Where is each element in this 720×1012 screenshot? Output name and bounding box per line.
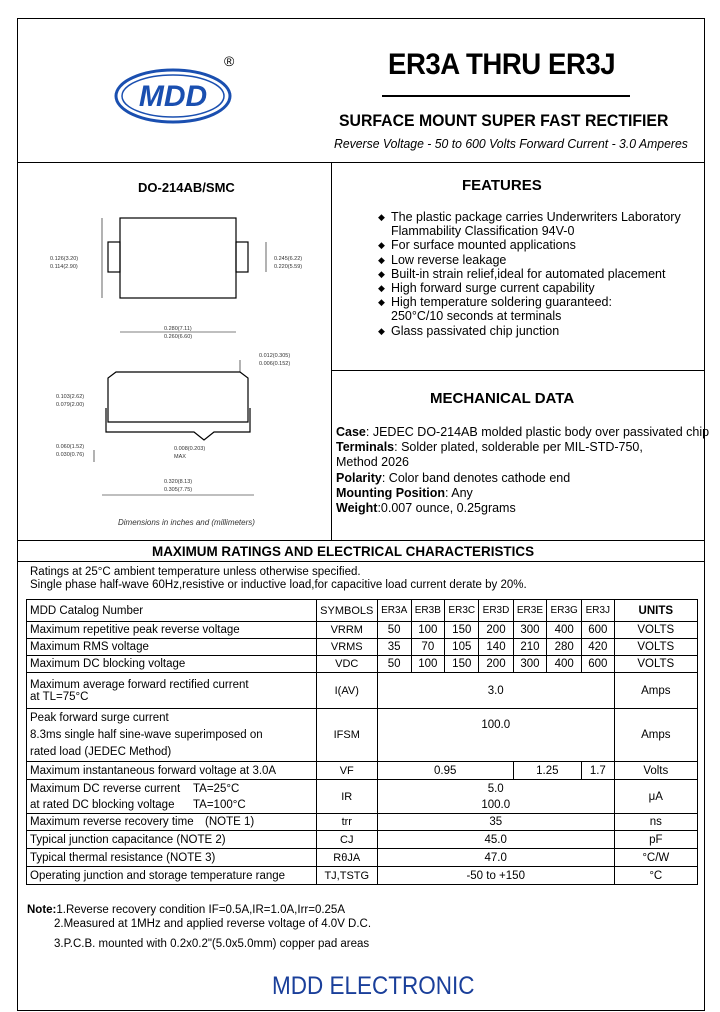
feature-item — [378, 295, 703, 309]
table-row — [27, 673, 698, 709]
feature-text: High temperature soldering guaranteed: — [391, 295, 612, 310]
part-header: ER3B — [411, 600, 445, 622]
table-row — [27, 709, 698, 762]
value-cell: 210 — [513, 639, 547, 656]
value-line: 5.0 — [487, 782, 504, 795]
dim-label: 0.320(8.13) — [164, 479, 193, 485]
feature-item — [378, 210, 703, 224]
unit-cell: μA — [614, 780, 697, 814]
param-line: Maximum average forward rectified current — [30, 678, 249, 691]
value-cell: 200 — [479, 622, 513, 639]
value-cell: -50 to +150 — [377, 867, 614, 885]
unit-cell: °C/W — [614, 849, 697, 867]
dim-label: 0.103(2.62) — [56, 394, 85, 400]
param-line: Maximum reverse recovery time — [30, 816, 194, 828]
dim-label: 0.305(7.75) — [164, 487, 193, 493]
ratings-note-2: Single phase half-wave 60Hz,resistive or inductive load,for capacitive load current derate by 20%. — [30, 579, 527, 591]
bullet-icon: ◆ — [378, 240, 385, 251]
bullet-icon: ◆ — [378, 212, 385, 222]
footer-brand: MDD ELECTRONIC — [272, 972, 475, 1000]
unit-cell: VOLTS — [614, 656, 697, 673]
value-cell: 3.0 — [377, 673, 614, 709]
table-row — [27, 780, 698, 814]
value-cell: 600 — [582, 656, 615, 673]
table-row — [27, 762, 698, 780]
divider-header — [17, 162, 705, 163]
registered-mark: ® — [224, 53, 235, 69]
mdd-logo — [114, 68, 232, 124]
param-cell: Maximum DC blocking voltage — [27, 656, 317, 673]
bullet-icon: ◆ — [378, 283, 385, 294]
terminals-text: : Solder plated, solderable per MIL-STD-750, — [394, 440, 643, 455]
value-cell: 300 — [513, 622, 547, 639]
subtitle: SURFACE MOUNT SUPER FAST RECTIFIER — [339, 111, 669, 130]
feature-text: 250°C/10 seconds at terminals — [391, 309, 562, 324]
value-cell: 1.25 — [513, 762, 581, 780]
divider-table-title — [17, 561, 705, 562]
part-header: ER3E — [513, 600, 547, 622]
unit-cell: ns — [614, 814, 697, 831]
note-3: 3.P.C.B. mounted with 0.2x0.2"(5.0x5.0mm) copper pad areas — [54, 938, 370, 950]
param-cell: Typical thermal resistance (NOTE 3) — [27, 849, 317, 867]
value-cell: 300 — [513, 656, 547, 673]
case-label: Case — [336, 425, 366, 439]
symbols-header: SYMBOLS — [316, 600, 377, 622]
mounting-label: Mounting Position — [336, 485, 446, 500]
condition: TA=100°C — [193, 798, 246, 811]
value-cell: 100.0 — [377, 709, 614, 762]
bullet-icon: ◆ — [378, 297, 385, 308]
feature-item — [378, 224, 703, 238]
divider-table-top — [17, 540, 705, 541]
feature-text: Glass passivated chip junction — [391, 323, 560, 338]
terminals-label: Terminals — [336, 440, 395, 455]
dim-label: 0.006(0.152) — [259, 361, 291, 367]
logo-text: MDD — [138, 80, 208, 113]
feature-text: The plastic package carries Underwriters Laboratory — [391, 210, 681, 224]
part-header: ER3A — [377, 600, 411, 622]
ratings-note-1: Ratings at 25°C ambient temperature unless otherwise specified. — [30, 566, 361, 578]
feature-text: Low reverse leakage — [391, 252, 507, 267]
polarity-label: Polarity — [336, 470, 382, 485]
mounting-text: : Any — [445, 485, 473, 500]
param-cell — [27, 814, 317, 831]
weight-text: :0.007 ounce, 0.25grams — [377, 501, 516, 516]
unit-cell: Volts — [614, 762, 697, 780]
symbol-cell: I(AV) — [316, 673, 377, 709]
symbol-cell: VRMS — [316, 639, 377, 656]
param-cell — [27, 780, 317, 814]
param-cell: Maximum instantaneous forward voltage at 3.0A — [27, 762, 317, 780]
case-text: : JEDEC DO-214AB molded plastic body over passivated chip — [365, 425, 710, 439]
value-cell: 150 — [445, 622, 479, 639]
table-header-row — [27, 600, 698, 622]
bullet-icon: ◆ — [378, 268, 385, 279]
symbol-cell: IR — [316, 780, 377, 814]
unit-cell: VOLTS — [614, 622, 697, 639]
unit-cell: Amps — [614, 673, 697, 709]
feature-item — [378, 281, 703, 295]
dim-label: 0.245(6.22) — [274, 256, 303, 262]
value-cell: 400 — [547, 656, 582, 673]
specifications-table — [26, 599, 698, 885]
dim-label: MAX — [174, 454, 186, 460]
unit-cell: °C — [614, 867, 697, 885]
ratings-line: Reverse Voltage - 50 to 600 Volts Forward Current - 3.0 Amperes — [334, 136, 688, 151]
param-line: rated load (JEDEC Method) — [30, 745, 172, 758]
note-label: Note: — [27, 904, 57, 916]
symbol-cell: RθJA — [316, 849, 377, 867]
param-cell — [27, 673, 317, 709]
param-cell: Typical junction capacitance (NOTE 2) — [27, 831, 317, 849]
table-row — [27, 639, 698, 656]
part-header: ER3C — [445, 600, 479, 622]
param-line: Maximum DC reverse current — [30, 782, 181, 795]
table-row — [27, 831, 698, 849]
part-header: ER3J — [582, 600, 615, 622]
value-cell: 100 — [411, 622, 445, 639]
param-line: 8.3ms single half sine-wave superimposed on — [30, 728, 263, 741]
value-cell: 45.0 — [377, 831, 614, 849]
param-line: at TL=75°C — [30, 690, 89, 703]
table-row — [27, 849, 698, 867]
value-cell: 50 — [377, 656, 411, 673]
note-2: 2.Measured at 1MHz and applied reverse voltage of 4.0V D.C. — [54, 918, 372, 930]
notes — [27, 902, 371, 953]
value-cell: 47.0 — [377, 849, 614, 867]
value-line: 100.0 — [481, 798, 511, 811]
symbol-cell: VRRM — [316, 622, 377, 639]
feature-item — [378, 253, 703, 267]
value-cell: 200 — [479, 656, 513, 673]
dim-label: 0.079(2.00) — [56, 402, 85, 408]
units-header: UNITS — [614, 600, 697, 622]
mechanical-data — [336, 425, 710, 516]
features-list — [378, 210, 703, 338]
part-header: ER3D — [479, 600, 513, 622]
feature-item — [378, 324, 703, 338]
param-note: (NOTE 1) — [205, 816, 255, 828]
dim-label: 0.260(6.60) — [164, 334, 193, 340]
polarity-text: : Color band denotes cathode end — [381, 470, 571, 485]
dim-label: 0.126(3.20) — [50, 256, 79, 262]
feature-text: High forward surge current capability — [391, 281, 595, 296]
feature-text: For surface mounted applications — [391, 238, 576, 253]
table-row — [27, 814, 698, 831]
package-drawing — [44, 200, 324, 540]
part-header: ER3G — [547, 600, 582, 622]
package-title: DO-214AB/SMC — [138, 180, 235, 195]
dim-label: 0.220(5.59) — [274, 264, 303, 270]
value-cell: 35 — [377, 814, 614, 831]
param-line: Peak forward surge current — [30, 711, 169, 724]
dim-label: 0.012(0.305) — [259, 353, 291, 359]
param-line: at rated DC blocking voltage — [30, 798, 175, 811]
bullet-icon: ◆ — [378, 254, 385, 265]
condition: TA=25°C — [193, 782, 240, 795]
table-row — [27, 867, 698, 885]
feature-item — [378, 238, 703, 252]
symbol-cell: CJ — [316, 831, 377, 849]
unit-cell: Amps — [614, 709, 697, 762]
value-cell: 280 — [547, 639, 582, 656]
table-row — [27, 622, 698, 639]
table-title: MAXIMUM RATINGS AND ELECTRICAL CHARACTERISTICS — [152, 543, 535, 559]
param-cell: Operating junction and storage temperature range — [27, 867, 317, 885]
param-cell — [27, 709, 317, 762]
dim-label: 0.030(0.76) — [56, 452, 85, 458]
value-cell: 140 — [479, 639, 513, 656]
mechanical-title: MECHANICAL DATA — [430, 390, 575, 407]
weight-label: Weight — [336, 501, 378, 516]
value-cell: 50 — [377, 622, 411, 639]
unit-cell: pF — [614, 831, 697, 849]
symbol-cell: VDC — [316, 656, 377, 673]
value-cell: 1.7 — [582, 762, 615, 780]
title-underline — [382, 95, 630, 97]
unit-cell: VOLTS — [614, 639, 697, 656]
value-cell: 100 — [411, 656, 445, 673]
dimension-note: Dimensions in inches and (millimeters) — [118, 518, 255, 527]
dim-label: 0.060(1.52) — [56, 444, 85, 450]
feature-text: Built-in strain relief,ideal for automated placement — [391, 266, 666, 281]
table-row — [27, 656, 698, 673]
ratings-note — [30, 566, 527, 592]
value-cell: 105 — [445, 639, 479, 656]
bullet-icon: ◆ — [378, 325, 385, 336]
param-cell: Maximum repetitive peak reverse voltage — [27, 622, 317, 639]
dim-label: 0.280(7.11) — [164, 326, 192, 332]
value-cell — [377, 780, 614, 814]
value-cell: 400 — [547, 622, 582, 639]
feature-text: Flammability Classification 94V-0 — [391, 224, 575, 239]
page-title: ER3A THRU ER3J — [388, 48, 616, 81]
divider-features — [331, 370, 705, 371]
value-cell: 70 — [411, 639, 445, 656]
catalog-header: MDD Catalog Number — [27, 600, 317, 622]
feature-item — [378, 267, 703, 281]
dim-label: 0.114(2.90) — [50, 264, 78, 270]
features-title: FEATURES — [462, 177, 542, 194]
value-cell: 420 — [582, 639, 615, 656]
symbol-cell: VF — [316, 762, 377, 780]
symbol-cell: IFSM — [316, 709, 377, 762]
feature-item — [378, 309, 703, 323]
value-cell: 0.95 — [377, 762, 513, 780]
dim-label: 0.008(0.203) — [174, 446, 206, 452]
value-cell: 150 — [445, 656, 479, 673]
note-text: 1.Reverse recovery condition IF=0.5A,IR=1.0A,Irr=0.25A — [56, 904, 345, 916]
divider-vertical — [331, 162, 332, 540]
symbol-cell: trr — [316, 814, 377, 831]
value-cell: 600 — [582, 622, 615, 639]
param-cell: Maximum RMS voltage — [27, 639, 317, 656]
terminals-method: Method 2026 — [336, 455, 409, 470]
symbol-cell: TJ,TSTG — [316, 867, 377, 885]
value-cell: 35 — [377, 639, 411, 656]
